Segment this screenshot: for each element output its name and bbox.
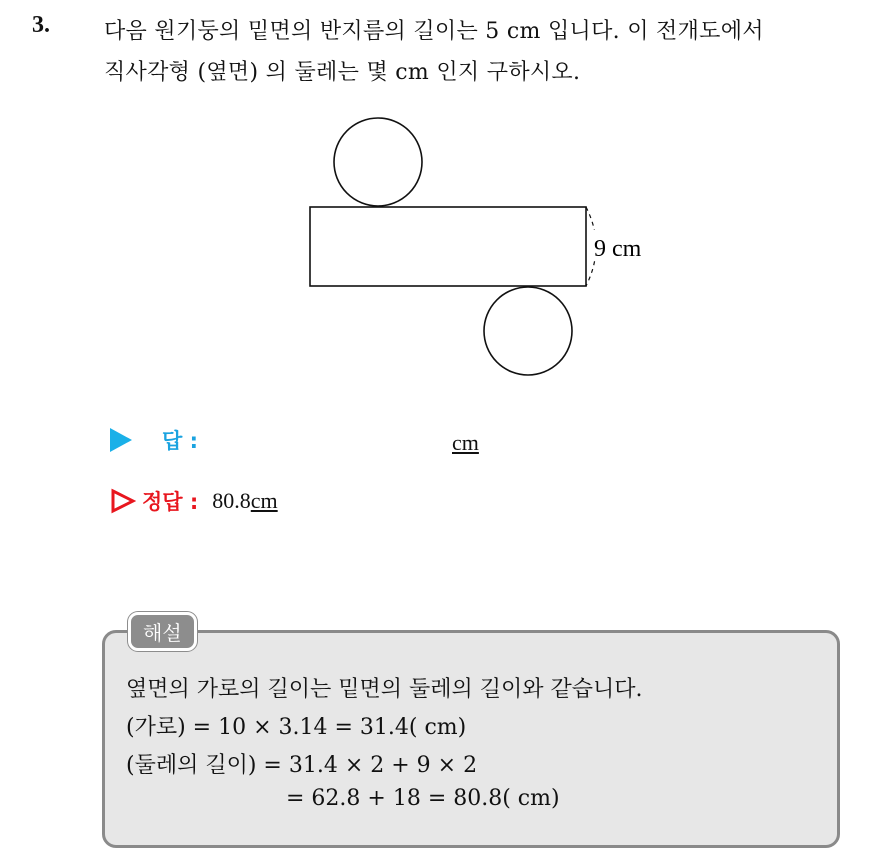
answer-row xyxy=(110,423,198,457)
height-label: 9 cm xyxy=(594,236,642,262)
answer-marker-icon xyxy=(110,428,132,452)
correct-answer-label: 정답 : xyxy=(142,490,199,514)
solution-line-4: = 62.8 + 18 = 80.8( cm) xyxy=(286,786,560,811)
correct-answer-unit: cm xyxy=(250,488,278,513)
solution-line-1: 옆면의 가로의 길이는 밑면의 둘레의 길이와 같습니다. xyxy=(126,677,643,702)
question-number: 3. xyxy=(32,12,50,38)
correct-answer-value: 80.8cm xyxy=(212,488,278,513)
side-rectangle xyxy=(310,207,586,286)
top-base-circle xyxy=(334,118,422,206)
question-text-line-2: 직사각형 (옆면) 의 둘레는 몇 cm 인지 구하시오. xyxy=(104,60,581,85)
solution-line-2: (가로) = 10 × 3.14 = 31.4( cm) xyxy=(126,715,467,740)
bottom-base-circle xyxy=(484,287,572,375)
solution-line-3: (둘레의 길이) = 31.4 × 2 + 9 × 2 xyxy=(126,753,478,778)
question-text-line-1: 다음 원기둥의 밑면의 반지름의 길이는 5 cm 입니다. 이 전개도에서 xyxy=(104,19,764,44)
correct-answer-marker-icon xyxy=(110,488,136,514)
answer-unit: cm xyxy=(452,430,479,455)
correct-answer-row xyxy=(110,484,278,518)
answer-label: 답 : xyxy=(162,429,198,453)
cylinder-net-figure xyxy=(300,112,680,382)
solution-tag: 해설 xyxy=(128,612,197,651)
